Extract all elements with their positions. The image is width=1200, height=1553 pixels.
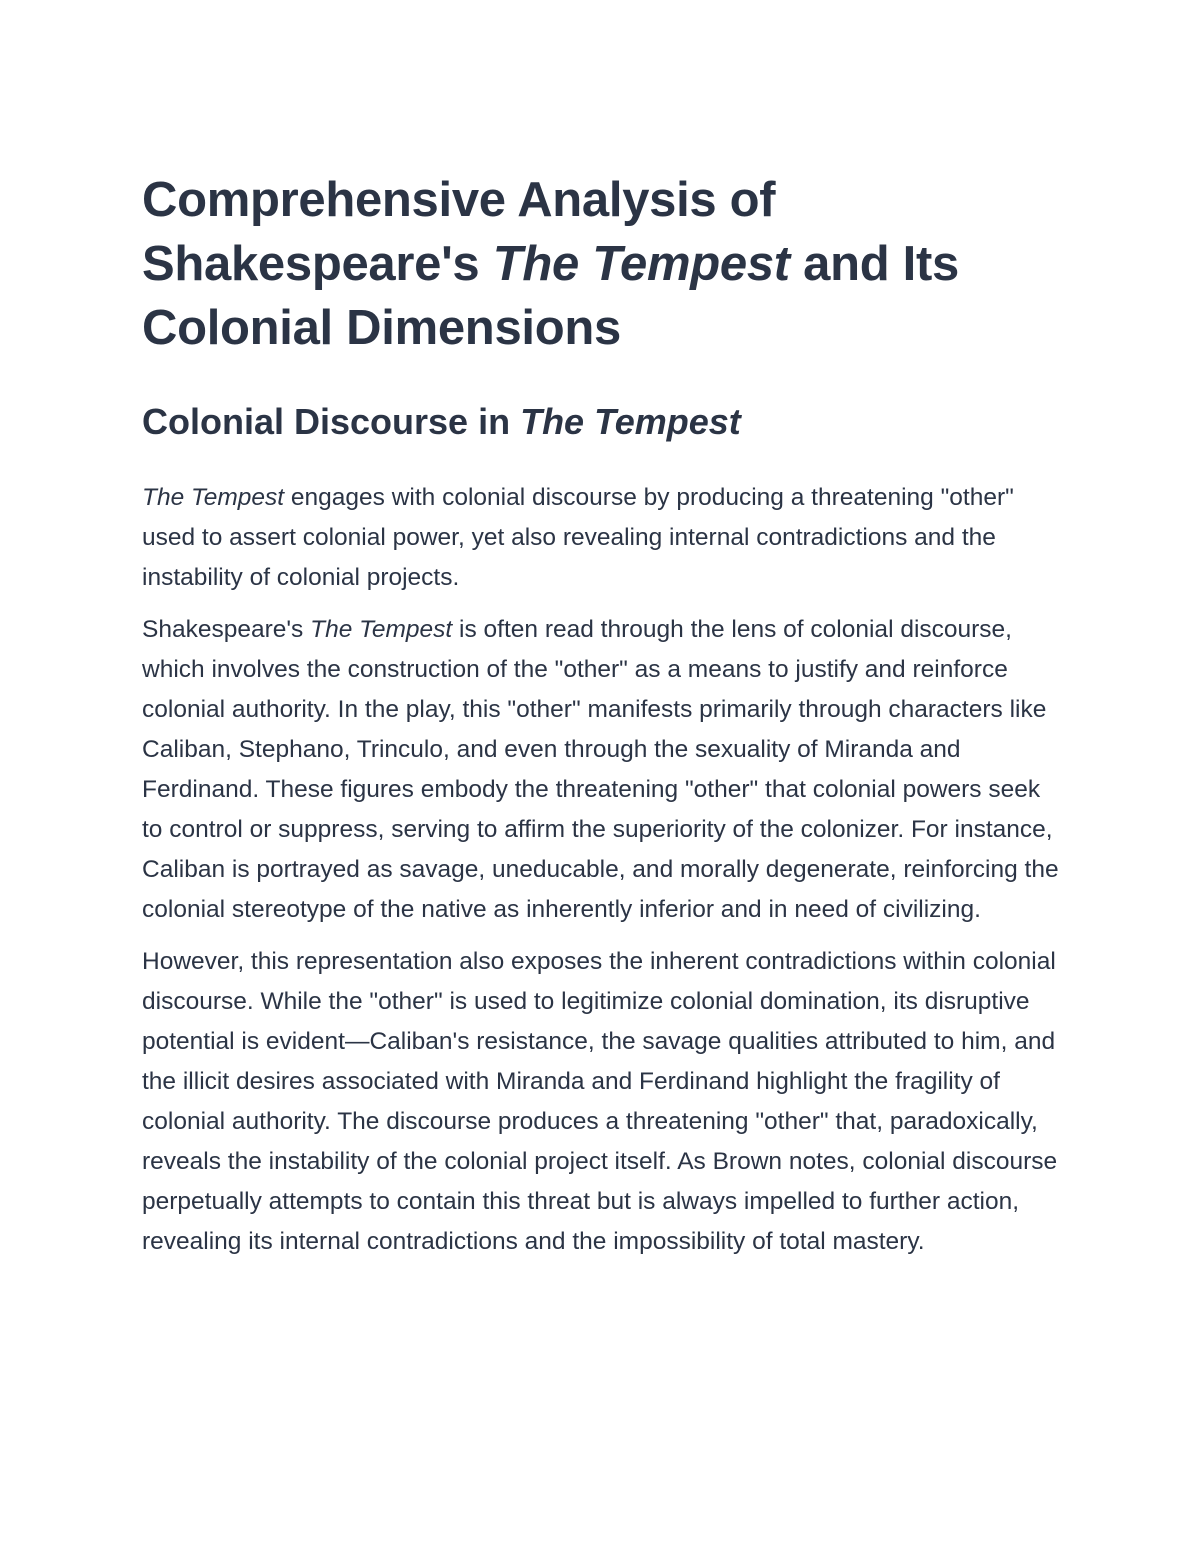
document-page: [142, 168, 1062, 1262]
title-play-name: The Tempest: [492, 237, 790, 291]
title-text-part2: and Its Colonial Dimensions: [142, 237, 959, 355]
paragraph1-play-name: The Tempest: [310, 616, 453, 643]
section-heading-play-name: The Tempest: [520, 401, 741, 442]
summary-text: engages with colonial discourse by producing a threatening "other" used to assert colonial power, yet also revealing internal contradictions and the instability of colonial projects.: [142, 484, 1014, 591]
summary-paragraph: [142, 478, 1062, 598]
title-text-part1: Comprehensive Analysis of Shakespeare's: [142, 173, 776, 291]
paragraph1-text-part1: Shakespeare's: [142, 616, 311, 643]
paragraph1-text-part2: is often read through the lens of colonial discourse, which involves the construction of the "other" as a means to justify and reinforce colonial authority. In the play, this "other" manifests primarily through characters like Caliban, Stephano, Trinculo, and even through the sexuality of Miranda and Ferdinand. These figures embody the threatening "other" that colonial powers seek to control or suppress, serving to affirm the superiority of the colonizer. For instance, Caliban is portrayed as savage, uneducable, and morally degenerate, reinforcing the colonial stereotype of the native as inherently inferior and in need of civilizing.: [142, 616, 1059, 923]
section-heading-text: Colonial Discourse in: [142, 401, 521, 442]
section-heading: [142, 400, 1062, 444]
summary-play-name: The Tempest: [142, 484, 285, 511]
body-paragraph-1: [142, 610, 1062, 930]
body-paragraph-2: However, this representation also exposes the inherent contradictions within colonial discourse. While the "other" is used to legitimize colonial domination, its disruptive potential is evident—Caliban's resistance, the savage qualities attributed to him, and the illicit desires associated with Miranda and Ferdinand highlight the fragility of colonial authority. The discourse produces a threatening "other" that, paradoxically, reveals the instability of the colonial project itself. As Brown notes, colonial discourse perpetually attempts to contain this threat but is always impelled to further action, revealing its internal contradictions and the impossibility of total mastery.: [142, 948, 1058, 1255]
document-title: [142, 168, 1062, 360]
